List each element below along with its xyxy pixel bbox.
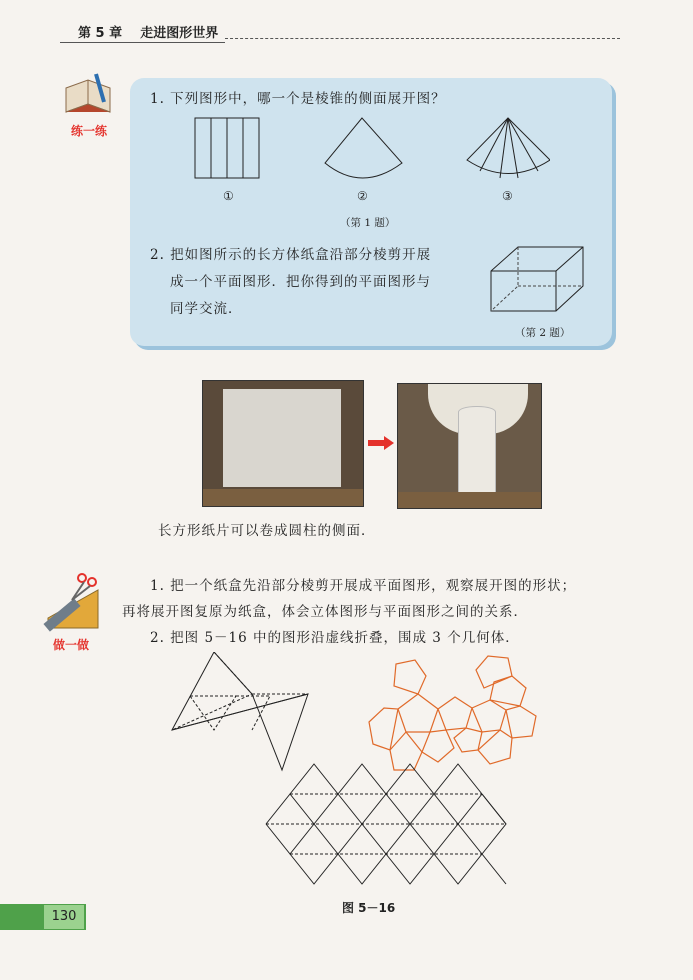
flat-paper-photo [202,380,364,507]
option-3-label: ③ [502,189,513,203]
practice-badge-label: 练一练 [70,124,107,138]
paper-cylinder [458,406,496,500]
question-2-line-2: 成一个平面图形．把你得到的平面图形与 [170,274,431,290]
arrow-right-icon [368,436,394,450]
activity-line-1: 1. 把一个纸盒先沿部分棱剪开展成平面图形，观察展开图的形状； [150,578,577,594]
triangle-net [172,652,308,770]
activity-line-2: 再将展开图复原为纸盒，体会立体图形与平面图形之间的关系． [122,604,528,620]
book-pencil-icon [60,68,118,118]
option-2-label: ② [357,189,368,203]
activity-line-3: 2. 把图 5－16 中的图形沿虚线折叠，围成 3 个几何体． [150,630,520,646]
photo-caption: 长方形纸片可以卷成圆柱的侧面． [158,523,376,539]
chapter-header [78,22,218,41]
icosahedron-net [266,764,506,884]
rectangle-strips-figure [195,118,259,178]
header-dashed-rule [225,38,620,39]
option-1-label: ① [223,189,234,203]
activity-badge-label: 做一做 [52,638,89,652]
pyramid-net-figure [467,118,550,178]
question-1-figures [190,115,550,185]
chapter-title: 走进图形世界 [140,26,219,41]
cuboid-box-figure [488,243,588,315]
table-surface [203,489,363,506]
paper-sheet [223,389,341,487]
question-2-line-1: 2. 把如图所示的长方体纸盒沿部分棱剪开展 [150,247,432,263]
rolled-cylinder-photo [397,383,542,509]
header-underline [60,42,225,43]
question-2-caption: （第 2 题） [515,327,571,339]
sector-figure [325,118,402,178]
question-1-caption: （第 1 题） [340,217,396,229]
activity-badge [40,570,102,650]
scissors-ruler-icon [40,570,102,632]
figure-5-16-nets [170,652,570,892]
practice-badge [60,68,118,138]
figure-label: 图 5－16 [342,901,396,915]
chapter-number: 第 5 章 [78,26,123,41]
question-2-line-3: 同学交流． [170,301,243,317]
pentagon-net [369,656,536,770]
question-1: 1. 下列图形中，哪一个是棱锥的侧面展开图？ [150,91,446,107]
table-surface [398,492,541,508]
page-number: 130 [44,905,84,929]
